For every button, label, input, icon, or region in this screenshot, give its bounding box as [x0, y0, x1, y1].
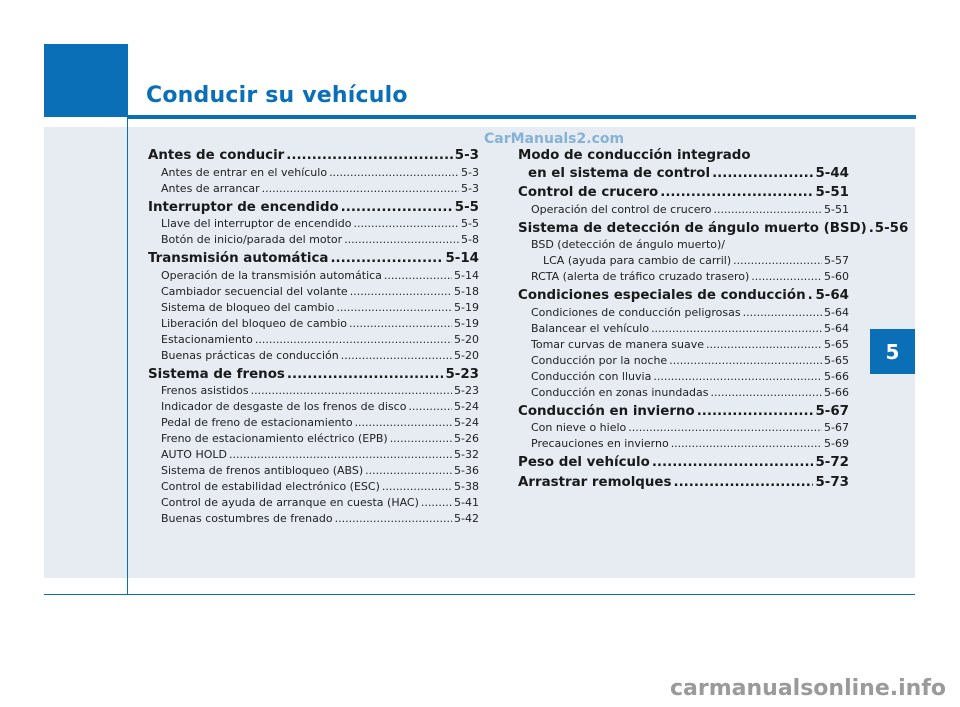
toc-leader [390, 431, 452, 447]
toc-page: 5-20 [454, 348, 479, 362]
toc-leader [329, 165, 459, 181]
toc-page: 5-60 [824, 270, 849, 283]
toc-page: 5-32 [454, 448, 479, 461]
toc-entry-label: Liberación del bloqueo de cambio [161, 316, 348, 330]
toc-section-arrastrar-remolques[interactable] [518, 474, 849, 492]
page-title: Conducir su vehículo [146, 83, 408, 108]
toc-leader [287, 366, 444, 384]
toc-entry-label: Precauciones en invierno [531, 437, 669, 450]
toc-leader [286, 147, 453, 165]
toc-page: 5-66 [824, 385, 849, 399]
title-underline [128, 115, 916, 119]
toc-leader [341, 348, 452, 364]
toc-leader [671, 436, 822, 452]
toc-entry[interactable] [148, 232, 479, 248]
toc-entry-label: Pedal de freno de estacionamiento [161, 416, 353, 429]
toc-leader [751, 269, 822, 285]
header-color-block [44, 44, 128, 117]
toc-entry[interactable] [518, 436, 849, 452]
toc-entry[interactable] [148, 495, 479, 511]
toc-leader [652, 454, 814, 472]
toc-leader [382, 479, 452, 495]
toc-page: 5-26 [454, 432, 479, 445]
toc-section-peso-del-vehiculo[interactable] [518, 454, 849, 472]
toc-leader [384, 268, 452, 284]
toc-section-label: Arrastrar remolques [518, 474, 672, 490]
toc-entry[interactable] [148, 216, 479, 232]
toc-entry-label: Botón de inicio/parada del motor [161, 233, 343, 246]
watermark-carmanualsonline: carmanualsonline.info [670, 676, 946, 701]
toc-entry[interactable] [148, 447, 479, 463]
toc-page: 5-14 [445, 251, 479, 266]
toc-entry[interactable] [148, 300, 479, 316]
toc-entry-label: Control de estabilidad electrónico (ESC) [161, 480, 380, 493]
toc-section-label: Transmisión automática [148, 251, 329, 266]
toc-leader [712, 165, 813, 183]
toc-page: 5-41 [454, 496, 479, 509]
toc-entry[interactable] [148, 463, 479, 479]
toc-entry[interactable] [518, 321, 849, 337]
toc-section-label: Peso del vehículo [518, 455, 650, 470]
toc-entry-label: Sistema de bloqueo del cambio [161, 300, 335, 314]
toc-page: 5-64 [824, 321, 849, 335]
toc-left-column [148, 147, 479, 527]
toc-entry[interactable] [518, 202, 849, 218]
toc-entry[interactable] [148, 431, 479, 447]
toc-entry-label: Freno de estacionamiento eléctrico (EPB) [161, 432, 388, 445]
bottom-divider [44, 594, 915, 595]
vertical-divider [127, 117, 128, 595]
toc-page: 5-56 [874, 220, 909, 236]
toc-entry-label: LCA (ayuda para cambio de carril) [543, 254, 732, 267]
toc-entry[interactable] [148, 165, 479, 181]
toc-section-conduccion-en-invierno[interactable] [518, 403, 849, 421]
toc-entry-label: Indicador de desgaste de los frenos de disco [161, 400, 407, 413]
toc-page: 5-5 [461, 217, 479, 230]
toc-leader [733, 253, 822, 269]
toc-page: 5-20 [454, 332, 479, 346]
toc-page: 5-57 [824, 254, 849, 267]
toc-entry-label: Con nieve o hielo [531, 421, 627, 434]
toc-entry[interactable] [148, 399, 479, 415]
toc-leader [673, 474, 813, 492]
toc-leader [421, 495, 452, 511]
toc-page: 5-64 [824, 305, 849, 319]
toc-page: 5-5 [454, 199, 479, 215]
toc-entry[interactable] [518, 305, 849, 321]
toc-page: 5-38 [454, 480, 479, 493]
toc-section-label: Antes de conducir [148, 148, 285, 163]
toc-section-bsd[interactable] [518, 220, 909, 238]
toc-leader [653, 369, 822, 385]
toc-page: 5-65 [824, 337, 849, 351]
toc-entry-label: Conducción en zonas inundadas [531, 385, 709, 399]
toc-page: 5-3 [454, 148, 479, 163]
toc-entry[interactable] [518, 420, 849, 436]
toc-entry[interactable] [148, 268, 479, 284]
watermark-carmanuals2: CarManuals2.com [484, 131, 625, 147]
toc-entry-label: Antes de arrancar [161, 181, 260, 195]
toc-page: 5-44 [815, 165, 849, 181]
toc-page: 5-8 [461, 233, 479, 246]
toc-entry[interactable] [148, 511, 479, 527]
toc-leader [743, 305, 822, 321]
toc-leader [651, 321, 822, 337]
toc-entry[interactable] [518, 385, 849, 401]
toc-leader [349, 316, 452, 332]
toc-leader [628, 420, 822, 436]
toc-section-condiciones-especiales[interactable] [518, 287, 849, 305]
toc-section-label: Conducción en invierno [518, 403, 695, 419]
toc-entry[interactable] [518, 253, 849, 269]
toc-entry[interactable] [518, 337, 849, 353]
toc-entry-label: Operación del control de crucero [531, 202, 712, 216]
toc-entry-label: AUTO HOLD [161, 448, 227, 461]
toc-leader [336, 300, 452, 316]
toc-entry[interactable] [148, 316, 479, 332]
toc-section-label: Condiciones especiales de conducción [518, 288, 806, 303]
toc-leader [262, 181, 459, 197]
toc-section-interruptor-de-encendido[interactable] [148, 199, 479, 217]
toc-leader [669, 353, 822, 369]
toc-entry-label: Control de ayuda de arranque en cuesta (HAC) [161, 496, 419, 509]
toc-entry-label: Balancear el vehículo [531, 321, 650, 335]
toc-page: 5-73 [815, 474, 849, 490]
toc-entry-label: Conducción con lluvia [531, 369, 652, 383]
toc-page: 5-23 [454, 384, 479, 397]
toc-entry-label: Estacionamiento [161, 332, 253, 346]
toc-section-modo-de-conduccion[interactable] [518, 165, 849, 183]
toc-entry-label: Buenas prácticas de conducción [161, 348, 339, 362]
toc-entry[interactable] [148, 181, 479, 197]
toc-entry-label: Antes de entrar en el vehículo [161, 165, 328, 179]
toc-page: 5-19 [454, 300, 479, 314]
toc-page: 5-24 [454, 416, 479, 429]
toc-section-control-de-crucero[interactable] [518, 184, 849, 202]
toc-page: 5-23 [445, 366, 479, 382]
toc-leader [229, 447, 452, 463]
toc-entry-label: Buenas costumbres de frenado [161, 512, 333, 525]
toc-page: 5-65 [824, 353, 849, 367]
toc-section-antes-de-conducir[interactable] [148, 147, 479, 165]
toc-entry[interactable] [148, 284, 479, 300]
toc-entry-label: Cambiador secuencial del volante [161, 284, 348, 298]
toc-entry[interactable] [148, 348, 479, 364]
toc-entry-label: Llave del interruptor de encendido [161, 217, 352, 230]
toc-page: 5-72 [815, 455, 849, 470]
toc-leader [714, 202, 823, 218]
toc-leader [408, 399, 452, 415]
toc-right-column [518, 147, 909, 491]
toc-leader [365, 463, 452, 479]
toc-leader [697, 403, 814, 421]
toc-leader [706, 337, 822, 353]
chapter-tab[interactable]: 5 [870, 329, 915, 374]
toc-entry[interactable] [148, 415, 479, 431]
toc-leader [355, 415, 452, 431]
toc-page: 5-67 [815, 403, 849, 419]
toc-section-label: Control de crucero [518, 185, 659, 200]
toc-entry-label: RCTA (alerta de tráfico cruzado trasero) [531, 270, 750, 283]
toc-page: 5-51 [824, 202, 849, 216]
toc-section-transmision-automatica[interactable] [148, 250, 479, 268]
toc-page: 5-51 [815, 185, 849, 200]
toc-leader [341, 199, 453, 217]
toc-page: 5-14 [454, 268, 479, 282]
toc-entry[interactable] [148, 479, 479, 495]
toc-leader [660, 184, 813, 202]
toc-entry-label: Tomar curvas de manera suave [531, 337, 704, 351]
toc-leader [335, 511, 452, 527]
toc-entry[interactable] [518, 269, 849, 285]
toc-section-label: en el sistema de control [528, 165, 711, 181]
toc-page: 5-36 [454, 464, 479, 477]
toc-page: 5-3 [461, 181, 479, 195]
toc-page: 5-19 [454, 316, 479, 330]
toc-section-label: Interruptor de encendido [148, 199, 339, 215]
toc-entry[interactable] [518, 353, 849, 369]
toc-leader [354, 216, 460, 232]
toc-page: 5-66 [824, 369, 849, 383]
toc-leader [344, 232, 459, 248]
toc-page: 5-64 [815, 288, 849, 303]
toc-entry-label: Operación de la transmisión automática [161, 268, 382, 282]
toc-leader [255, 332, 452, 348]
toc-leader [350, 284, 452, 300]
toc-section-modo-de-conduccion-line1[interactable]: Modo de conducción integrado [518, 148, 751, 163]
toc-entry-label: Condiciones de conducción peligrosas [531, 305, 741, 319]
toc-section-sistema-de-frenos[interactable] [148, 366, 479, 384]
toc-page: 5-42 [454, 512, 479, 525]
toc-leader [869, 220, 873, 238]
toc-leader [808, 287, 814, 305]
toc-section-label: Sistema de frenos [148, 366, 285, 382]
toc-page: 5-18 [454, 284, 479, 298]
toc-page: 5-3 [461, 165, 479, 179]
toc-entry-label: Frenos asistidos [161, 384, 249, 397]
toc-entry[interactable] [518, 369, 849, 385]
toc-leader [251, 383, 452, 399]
toc-entry-label: Conducción por la noche [531, 353, 668, 367]
toc-page: 5-24 [454, 400, 479, 413]
toc-entry-label: Sistema de frenos antibloqueo (ABS) [161, 464, 364, 477]
toc-entry-bsd-line1[interactable]: BSD (detección de ángulo muerto)/ [531, 238, 725, 251]
toc-leader [711, 385, 823, 401]
toc-page: 5-67 [824, 421, 849, 434]
toc-entry[interactable] [148, 332, 479, 348]
toc-leader [330, 250, 443, 268]
toc-section-label: Sistema de detección de ángulo muerto (BSD) [518, 220, 867, 236]
toc-page: 5-69 [824, 437, 849, 450]
toc-entry[interactable] [148, 383, 479, 399]
